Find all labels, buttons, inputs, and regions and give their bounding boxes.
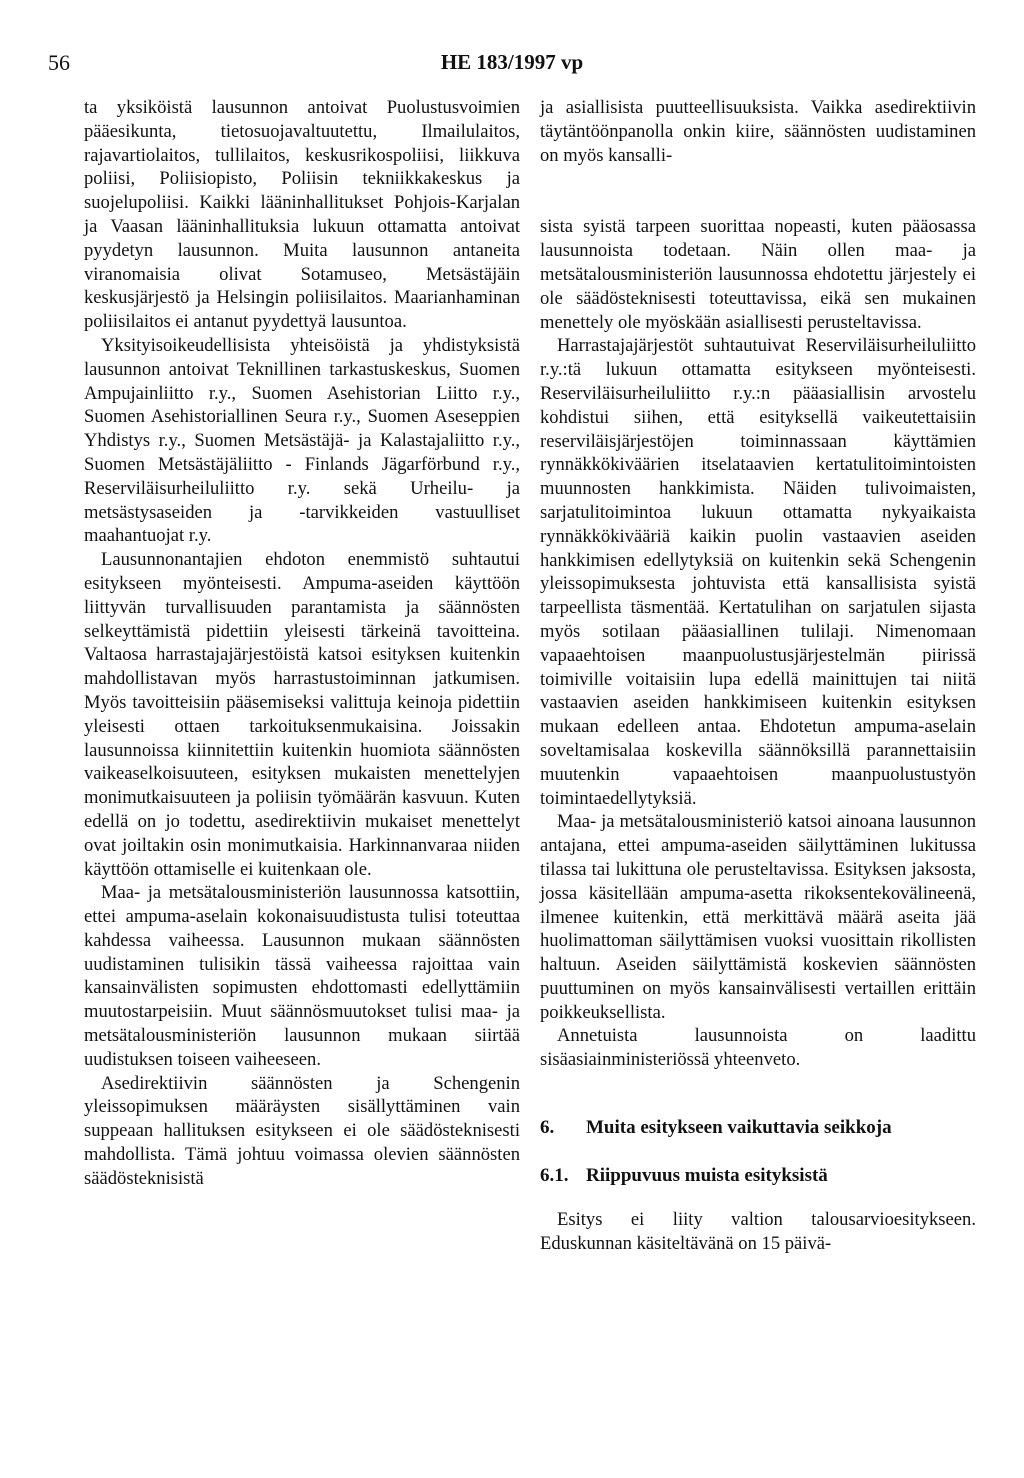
page-number: 56 [48, 50, 70, 75]
running-head: HE 183/1997 vp [440, 50, 584, 74]
paragraph: Maa- ja metsätalousministeriön lausunnossa katsottiin, ettei ampuma-aselain kokonaisuudistusta tulisi toteuttaa kahdessa vaiheessa. Lausunnon mukaan säännösten uudistaminen tulisikin tässä vaiheessa rajoittaa vain kansainvälisten sopimusten ehdottomasti edellyttämiin muutostarpeisiin. Muut säännösmuutokset tulisi maa- ja metsätalousministeriön lausunnon mukaan siirtää uudistuksen toiseen vaiheeseen. [84, 882, 520, 1070]
section-heading-6 [540, 1116, 976, 1140]
section-number: 6. [540, 1117, 555, 1139]
paragraph: ja asiallisista puutteellisuuksista. Vaikka asedirektiivin täytäntöönpanolla onkin kiire, säännösten uudistaminen on myös kansalli- [540, 97, 976, 166]
section-title: Riippuvuus muista esityksistä [586, 1165, 828, 1187]
paragraph: Maa- ja metsätalousministeriö katsoi ainoana lausunnon antajana, ettei ampuma-aseiden säilyttäminen lukitussa tilassa tai lukittuna ole perusteltavissa. Esityksen jaksosta, jossa käsitellään ampuma-asetta rikoksentekovälineenä, ilmenee kuitenkin, että merkittävä määrä aseita jää huolimattoman säilyttämisen vuoksi vuosittain rikollisten haltuun. Aseiden säilyttämistä koskevien säännösten puuttuminen on myös kansainvälisesti vertaillen erittäin poikkeuksellista. [540, 811, 976, 1023]
section-number: 6.1. [540, 1165, 569, 1187]
paragraph: Yksityisoikeudellisista yhteisöistä ja yhdistyksistä lausunnon antoivat Teknillinen tarkastuskeskus, Suomen Ampujainliitto r.y., Suomen Asehistorian Liitto r.y., Suomen Asehistoriallinen Seura r.y., Suomen Aseseppien Yhdistys r.y., Suomen Metsästäjä- ja Kalastajaliitto r.y., Suomen Metsästäjäliitto - Finlands Jägarförbund r.y., Reserviläisurheiluliitto r.y. sekä Urheilu- ja metsästysaseiden ja -tarvikkeiden vastuulliset maahantuojat r.y. [84, 334, 520, 547]
right-column [540, 96, 976, 1256]
paragraph: Annetuista lausunnoista on laadittu sisäasiainministeriössä yhteenveto. [540, 1025, 976, 1071]
paragraph: Harrastajajärjestöt suhtautuivat Reserviläisurheiluliitto r.y.:tä lukuun ottamatta esitykseen myönteisesti. Reserviläisurheiluliitto r.y.:n pääasiallisin arvostelu kohdistui siihen, että esityksellä vaikeutettaisiin reserviläisjärjestöjen toiminnassaan käyttämien rynnäkkökiväärien itselataavien kertatulitoimintoisten muunnosten hankkimista. Näiden tulivoimaisten, sarjatulitoimintoa lukuun ottamatta nykyaikaista rynnäkkökivääriä kaikin puolin vastaavien aseiden hankkimisen edellytyksiä on kuitenkin sekä Schengenin yleissopimuksesta johtuvista että kansallisista syistä tarpeellista täsmentää. Kertatulihan on sarjatulen sijasta myös sotilaan pääasiallinen tulilaji. Nimenomaan vapaaehtoisen maanpuolustusjärjestelmän piirissä toimiville voitaisiin lupa edellä mainittujen tai niitä vastaavien aseiden hankkimiseen kuitenkin esityksen mukaan edelleen antaa. Ehdotetun ampuma-aselain soveltamisalaa koskevilla säännöksillä parannettaisiin muutenkin vapaaehtoisen maanpuolustustyön toimintaedellytyksiä. [540, 335, 976, 809]
paragraph: Asedirektiivin säännösten ja Schengenin yleissopimuksen määräysten sisällyttäminen vain suppeaan hallituksen esitykseen ei ole säädösteknisesti mahdollista. Tämä johtuu voimassa olevien säännösten säädösteknisistä [84, 1072, 520, 1189]
paragraph: sista syistä tarpeen suorittaa nopeasti, kuten pääosassa lausunnoista todetaan. Näin ollen maa- ja metsätalousministeriön lausunnossa ehdotettu järjestely ei ole säädösteknisesti toteuttavissa, eikä sen mukainen menettely ole myöskään asiallisesti perusteltavissa. [540, 216, 976, 333]
section-heading-6-1 [540, 1164, 976, 1188]
section-title: Muita esitykseen vaikuttavia seikkoja [586, 1117, 892, 1139]
paragraph: Esitys ei liity valtion talousarvioesitykseen. Eduskunnan käsiteltävänä on 15 päivä- [540, 1209, 976, 1254]
paragraph: Lausunnonantajien ehdoton enemmistö suhtautui esitykseen myönteisesti. Ampuma-aseiden käyttöön liittyvän turvallisuuden parantamista ja säännösten selkeyttämistä pidettiin yleisesti tärkeinä tavoitteina. Valtaosa harrastajajärjestöistä katsoi esityksen kuitenkin mahdollistavan myös harrastustoiminnan jatkumisen. Myös tavoitteisiin pääsemiseksi valittuja keinoja pidettiin yleisesti ottaen tarkoituksenmukaisina. Joissakin lausunnoissa kiinnitettiin kuitenkin huomiota säännösten vaikeaselkoisuuteen, esityksen mukaisten menettelyjen monimutkaisuuteen ja poliisin työmäärän kasvuun. Kuten edellä on jo todettu, asedirektiivin mukaiset menettelyt ovat joiltakin osin monimutkaisia. Harkinnanvaraa niiden käyttöön ottamiselle ei kuitenkaan ole. [84, 549, 520, 880]
left-column [84, 96, 520, 1191]
column-gap [540, 167, 976, 215]
paragraph: ta yksiköistä lausunnon antoivat Puolustusvoimien pääesikunta, tietosuojavaltuutettu, Ilmailulaitos, rajavartiolaitos, tullilaitos, keskusrikospoliisi, liikkuva poliisi, Poliisiopisto, Poliisin tekniikkakeskus ja suojelupoliisi. Kaikki lääninhallitukset Pohjois-Karjalan ja Vaasan lääninhallituksia lukuun ottamatta antoivat pyydetyn lausunnon. Muita lausunnon antaneita viranomaisia olivat Sotamuseo, Metsästäjäin keskusjärjestö ja Helsingin poliisilaitos. Maarianhaminan poliisilaitos ei antanut pyydettyä lausuntoa. [84, 97, 520, 333]
